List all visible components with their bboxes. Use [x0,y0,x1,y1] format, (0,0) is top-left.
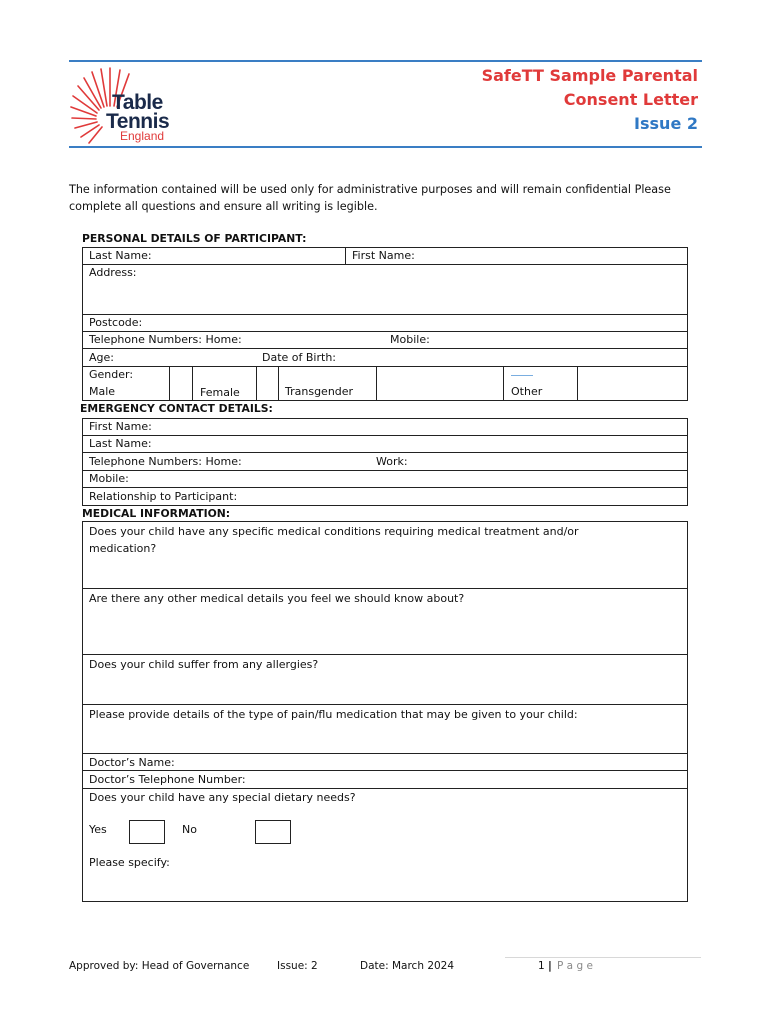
row-divider [82,264,688,265]
row-divider [82,452,688,453]
medical-information-heading: MEDICAL INFORMATION: [82,507,231,520]
personal-details-heading: PERSONAL DETAILS OF PARTICIPANT: [82,232,307,245]
dietary-needs-question: Does your child have any special dietary needs? [89,791,356,804]
col-divider [169,366,170,401]
gender-other-option[interactable]: Other [511,385,543,398]
logo-text-table: Table [112,91,163,114]
doctor-telephone-field[interactable]: Doctor’s Telephone Number: [89,773,246,786]
address-field[interactable]: Address: [89,266,137,279]
emergency-last-name-field[interactable]: Last Name: [89,437,152,450]
telephone-home-field[interactable]: Telephone Numbers: Home: [89,333,242,346]
row-divider [82,470,688,471]
row-divider [82,314,688,315]
row-divider [82,704,688,705]
footer-issue: Issue: 2 [277,960,318,972]
medical-conditions-question[interactable]: Does your child have any specific medical conditions requiring medical treatment and/or medication? [89,525,579,555]
document-title-line1: SafeTT Sample Parental [481,66,698,85]
footer-rule [505,957,701,958]
col-divider [376,366,377,401]
gender-transgender-option[interactable]: Transgender [285,385,354,398]
footer-page-word: P a g e [557,960,593,972]
other-mark-line [511,375,533,376]
please-specify-field[interactable]: Please specify: [89,856,170,869]
logo-text-england: England [120,129,165,143]
dietary-yes-checkbox[interactable] [129,820,165,844]
footer-approved-by: Approved by: Head of Governance [69,960,250,972]
dietary-no-checkbox[interactable] [255,820,291,844]
intro-paragraph: The information contained will be used only for administrative purposes and will remain confidential Please complete all questions and ensure all writing is legible. [69,183,671,213]
row-divider [82,331,688,332]
footer-date: Date: March 2024 [360,960,455,972]
header-top-rule [69,60,702,62]
first-name-field[interactable]: First Name: [352,249,415,262]
age-field[interactable]: Age: [89,351,114,364]
emergency-telephone-home-field[interactable]: Telephone Numbers: Home: [89,455,242,468]
footer-page-number: 1 [538,960,545,972]
allergies-question[interactable]: Does your child suffer from any allergies? [89,658,319,671]
header-bottom-rule [69,146,702,148]
col-divider [192,366,193,401]
row-divider [82,487,688,488]
last-name-field[interactable]: Last Name: [89,249,152,262]
row-divider [82,788,688,789]
medication-question[interactable]: Please provide details of the type of pain/flu medication that may be given to your child: [89,708,578,721]
emergency-contact-heading: EMERGENCY CONTACT DETAILS: [80,402,273,415]
gender-male-option[interactable]: Male [89,385,116,398]
col-divider [278,366,279,401]
gender-label: Gender: [89,368,134,381]
emergency-first-name-field[interactable]: First Name: [89,420,152,433]
col-divider [256,366,257,401]
dietary-no-label: No [182,823,197,836]
row-divider [82,770,688,771]
relationship-field[interactable]: Relationship to Participant: [89,490,238,503]
row-divider [82,348,688,349]
emergency-work-field[interactable]: Work: [376,455,408,468]
row-divider [82,588,688,589]
postcode-field[interactable]: Postcode: [89,316,143,329]
date-of-birth-field[interactable]: Date of Birth: [262,351,337,364]
gender-female-option[interactable]: Female [200,386,240,399]
col-divider [345,247,346,264]
logo-text-tennis: Tennis [106,110,170,133]
footer-page-separator: | [548,960,552,972]
other-medical-details-question[interactable]: Are there any other medical details you feel we should know about? [89,592,465,605]
mobile-field[interactable]: Mobile: [390,333,430,346]
row-divider [82,435,688,436]
personal-details-table [82,247,688,401]
row-divider [82,654,688,655]
row-divider [82,366,688,367]
row-divider [82,753,688,754]
dietary-yes-label: Yes [89,823,107,836]
table-tennis-england-logo [70,64,190,146]
document-title-line2: Consent Letter [563,90,698,109]
issue-label: Issue 2 [634,114,698,133]
emergency-mobile-field[interactable]: Mobile: [89,472,129,485]
col-divider [577,366,578,401]
col-divider [503,366,504,401]
doctor-name-field[interactable]: Doctor’s Name: [89,756,175,769]
